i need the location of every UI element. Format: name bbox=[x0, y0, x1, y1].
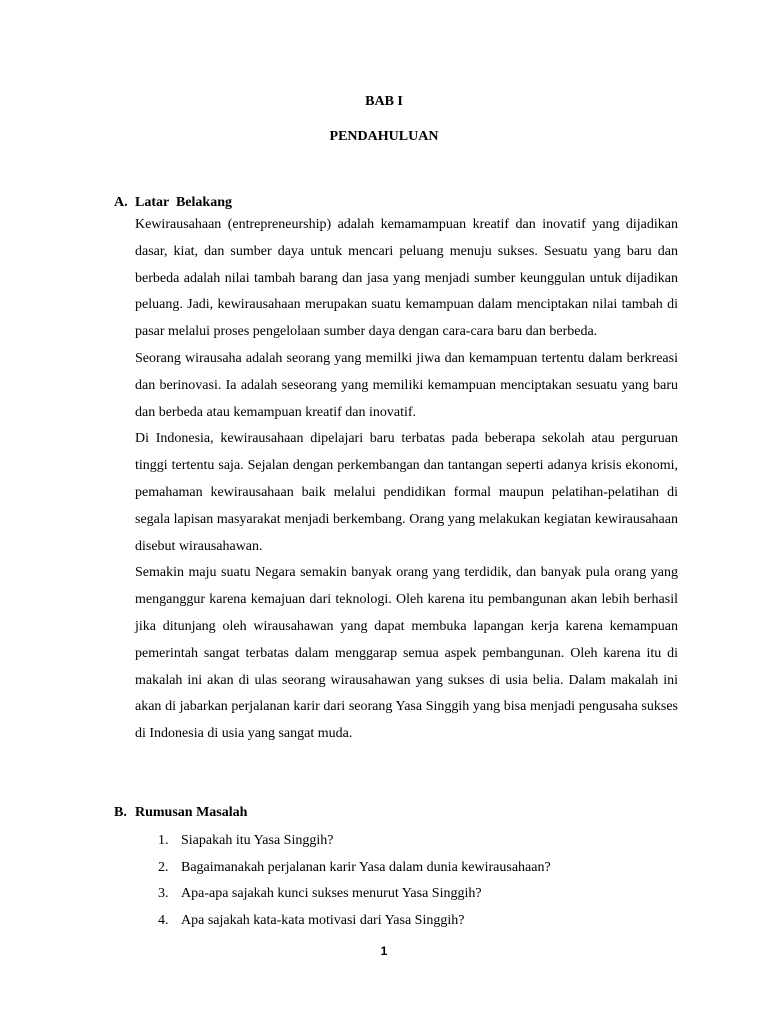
list-item-number: 2. bbox=[158, 859, 169, 875]
paragraph: Kewirausahaan (entrepreneurship) adalah kemamampuan kreatif dan inovatif yang dijadikan dasar, kiat, dan sumber daya untuk mencari peluang menuju sukses. Sesuatu yang baru dan berbeda adalah nilai tambah barang dan jasa yang menjadi sumber keunggulan untuk dijadikan peluang. Jadi, kewirausahaan merupakan suatu kemampuan dalam menciptakan nilai tambah di pasar melalui proses pengelolaan sumber daya dengan cara-cara baru dan berbeda. bbox=[135, 217, 678, 340]
list-item-number: 1. bbox=[158, 833, 169, 848]
section-a-heading: Latar Belakang bbox=[135, 195, 232, 210]
page-number: 1 bbox=[380, 944, 388, 958]
section-a-letter: A. bbox=[114, 195, 128, 210]
list-item-number: 4. bbox=[158, 912, 169, 928]
list-item-text: Apa-apa sajakah kunci sukses menurut Yasa Singgih? bbox=[181, 886, 482, 901]
list-item-number: 3. bbox=[158, 886, 169, 901]
paragraph: Seorang wirausaha adalah seorang yang memilki jiwa dan kemampuan tertentu dalam berkreasi dan berinovasi. Ia adalah seseorang yang memiliki kemampuan menciptakan sesuatu yang baru dan berbeda atau kemampuan kreatif dan inovatif. bbox=[135, 350, 678, 420]
list-item bbox=[158, 908, 678, 935]
section-a-body bbox=[135, 212, 678, 748]
section-b-letter: B. bbox=[114, 805, 127, 820]
list-item bbox=[158, 855, 678, 882]
chapter-number: BAB I bbox=[365, 94, 403, 109]
list-item-text: Bagaimanakah perjalanan karir Yasa dalam dunia kewirausahaan? bbox=[181, 859, 551, 875]
list-item bbox=[158, 828, 678, 855]
list-item-text: Apa sajakah kata-kata motivasi dari Yasa Singgih? bbox=[181, 912, 465, 928]
section-b-heading: Rumusan Masalah bbox=[135, 805, 248, 820]
list-item-text: Siapakah itu Yasa Singgih? bbox=[181, 833, 334, 848]
list-item bbox=[158, 881, 678, 908]
problem-list bbox=[158, 828, 678, 934]
paragraph: Semakin maju suatu Negara semakin banyak orang yang terdidik, dan banyak pula orang yang menganggur karena kemajuan dari teknologi. Oleh karena itu pembangunan akan lebih berhasil jika ditunjang oleh wirausahawan yang dapat membuka lapangan kerja karena kemampuan pemerintah sangat terbatas dalam menggarap semua aspek pembangunan. Oleh karena itu di makalah ini akan di ulas seorang wirausahawan yang sukses di usia belia. Dalam makalah ini akan di jabarkan perjalanan karir dari seorang Yasa Singgih yang bisa menjadi pengusaha sukses di Indonesia di usia yang sangat muda. bbox=[135, 565, 678, 742]
paragraph: Di Indonesia, kewirausahaan dipelajari baru terbatas pada beberapa sekolah atau perguruan tinggi tertentu saja. Sejalan dengan perkembangan dan tantangan seperti adanya krisis ekonomi, pemahaman kewirausahaan baik melalui pendidikan formal maupun pelatihan-pelatihan di segala lapisan masyarakat menjadi berkembang. Orang yang melakukan kegiatan kewirausahaan disebut wirausahawan. bbox=[135, 431, 678, 554]
chapter-title: PENDAHULUAN bbox=[329, 129, 439, 144]
